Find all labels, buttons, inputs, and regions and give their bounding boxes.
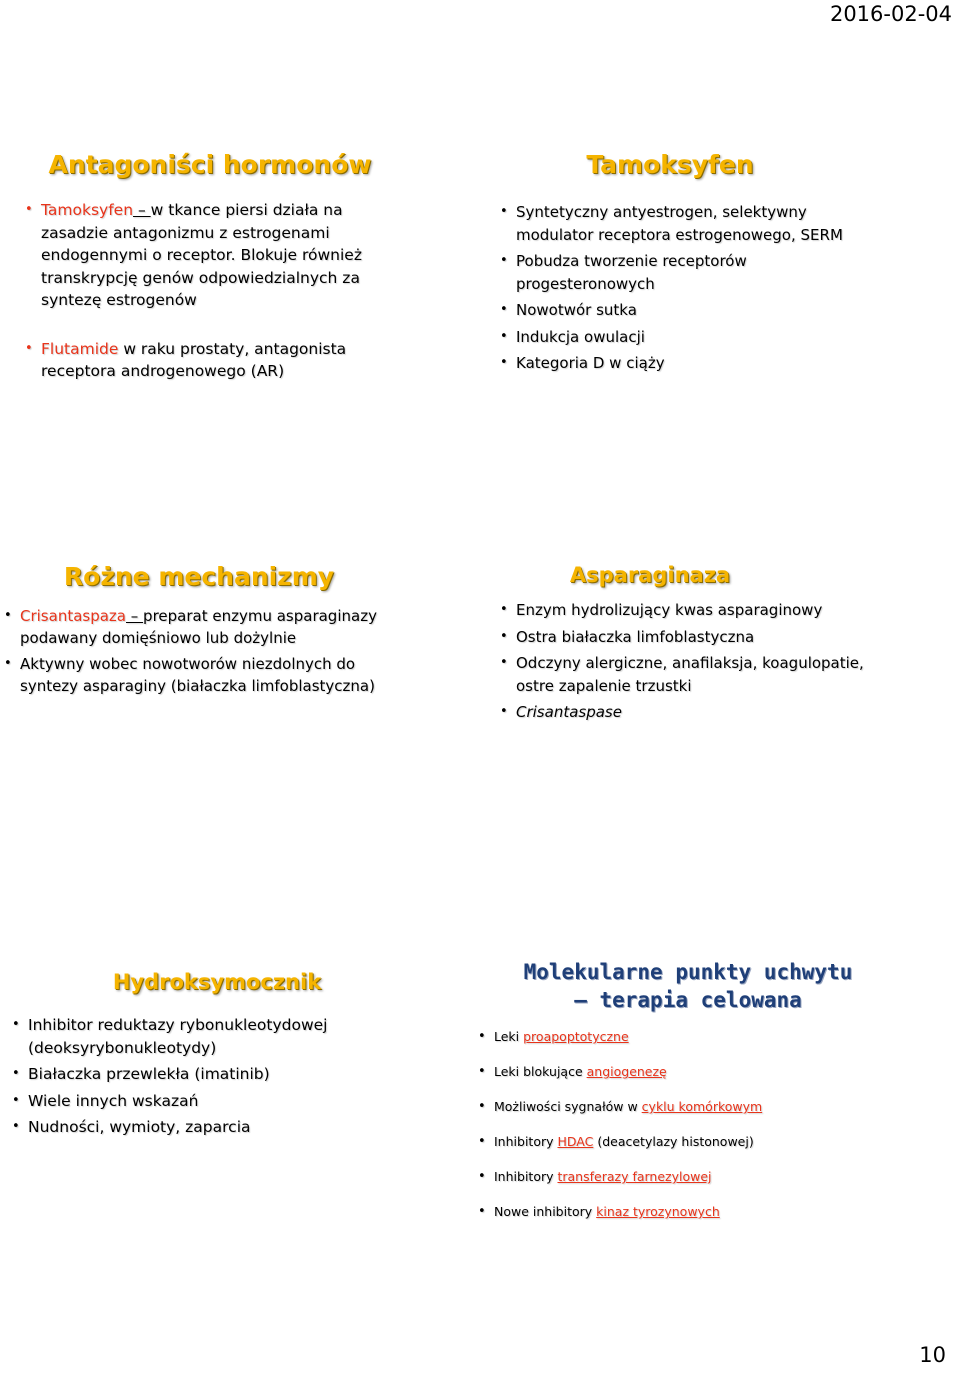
page-number: 10	[919, 1343, 946, 1367]
bullet-icon: •	[478, 1064, 486, 1079]
item-text: Leki blokujące	[494, 1064, 587, 1079]
item-text: Możliwości sygnałów w	[494, 1099, 642, 1114]
title-line-1: Molekularne punkty uchwytu	[523, 960, 853, 984]
bullet-icon: •	[478, 1029, 486, 1044]
item-text: Odczyny alergiczne, anafilaksja, koagulopatie, ostre zapalenie trzustki	[516, 654, 864, 695]
item-text: Nudności, wymioty, zaparcia	[28, 1118, 251, 1136]
slide-title: Asparaginaza	[569, 563, 731, 587]
slide-title: Hydroksymocznik	[112, 970, 322, 994]
bullet-icon: •	[25, 340, 33, 356]
item-text: w tkance piersi działa na zasadzie antagonizmu z estrogenami endogennymi o receptor. Blokuje również transkrypcję genów odpowiedzialnych za syntezę estrogenów	[41, 201, 362, 309]
bullet-icon: •	[4, 608, 12, 623]
list-item	[25, 199, 385, 312]
list-item	[500, 599, 880, 622]
list-item	[25, 338, 385, 383]
item-text: (deacetylazy histonowej)	[593, 1134, 754, 1149]
item-text: Białaczka przewlekła (imatinib)	[28, 1065, 270, 1083]
link-kinazy[interactable]: kinaz tyrozynowych	[596, 1204, 720, 1219]
item-text: Leki	[494, 1029, 524, 1044]
term-crisantaspaza: Crisantaspaza	[20, 607, 126, 625]
list-item	[500, 201, 870, 246]
bullet-icon: •	[500, 302, 508, 317]
list-item	[12, 1090, 392, 1113]
list-item	[478, 1133, 898, 1151]
item-text: Inhibitor reduktazy rybonukleotydowej (deoksyrybonukleotydy)	[28, 1016, 328, 1057]
bullet-icon: •	[12, 1066, 20, 1081]
list-item	[500, 652, 880, 697]
bullet-icon: •	[478, 1134, 486, 1149]
item-text: Syntetyczny antyestrogen, selektywny modulator receptora estrogenowego, SERM	[516, 203, 843, 244]
slide-antagonisci	[25, 150, 385, 383]
item-text: Inhibitory	[494, 1134, 558, 1149]
dash: –	[133, 201, 151, 219]
title-line-2: – terapia celowana	[574, 988, 802, 1012]
slide-hydroksymocznik	[12, 970, 392, 1139]
bullet-icon: •	[25, 202, 33, 217]
bullet-icon: •	[500, 328, 508, 344]
item-text: Pobudza tworzenie receptorów progesteronowych	[516, 252, 747, 293]
item-text: Wiele innych wskazań	[28, 1091, 199, 1110]
list-item	[478, 1203, 898, 1221]
item-text: preparat enzymu asparaginazy podawany domięśniowo lub dożylnie	[20, 607, 377, 647]
list-item	[478, 1063, 898, 1081]
list-item	[500, 299, 870, 322]
slide-title: Tamoksyfen	[586, 150, 754, 179]
slide-tamoksyfen	[500, 150, 870, 375]
bullet-icon: •	[500, 628, 508, 644]
list-item	[500, 352, 870, 375]
link-angiogeneza[interactable]: angiogenezę	[586, 1064, 667, 1079]
bullet-icon: •	[12, 1092, 20, 1108]
list-item	[12, 1014, 392, 1059]
list-item	[4, 605, 404, 649]
bullet-icon: •	[500, 704, 508, 719]
item-text: Ostra białaczka limfoblastyczna	[516, 627, 755, 646]
bullet-icon: •	[12, 1017, 20, 1032]
bullet-icon: •	[500, 655, 508, 670]
list-item	[500, 250, 870, 295]
bullet-icon: •	[4, 656, 12, 671]
bullet-icon: •	[478, 1204, 486, 1219]
term-flutamide: Flutamide	[41, 339, 119, 358]
item-text: Nowotwór sutka	[516, 301, 637, 319]
link-hdac[interactable]: HDAC	[557, 1134, 594, 1149]
list-item	[12, 1063, 392, 1086]
list-item	[500, 626, 880, 649]
list-item	[4, 653, 404, 697]
bullet-icon: •	[500, 602, 508, 617]
term-tamoksyfen: Tamoksyfen	[41, 201, 134, 219]
item-text: Crisantaspase	[516, 703, 622, 721]
bullet-icon: •	[478, 1099, 486, 1114]
link-proapoptotyczne[interactable]: proapoptotyczne	[523, 1029, 629, 1044]
link-cykl-komorkowy[interactable]: cyklu komórkowym	[641, 1099, 763, 1114]
page-date: 2016-02-04	[829, 2, 952, 26]
list-item	[478, 1168, 898, 1186]
item-text: Kategoria D w ciąży	[516, 354, 665, 372]
slide-title: Różne mechanizmy	[63, 562, 335, 591]
item-text: Enzym hydrolizujący kwas asparaginowy	[516, 601, 823, 619]
item-text: Aktywny wobec nowotworów niezdolnych do syntezy asparaginy (białaczka limfoblastyczna)	[20, 655, 375, 695]
list-item	[500, 701, 880, 724]
item-text: w raku prostaty, antagonista receptora androgenowego (AR)	[41, 339, 347, 380]
bullet-icon: •	[500, 253, 508, 268]
bullet-icon: •	[500, 204, 508, 219]
list-item	[478, 1098, 898, 1116]
link-transferazy[interactable]: transferazy farnezylowej	[557, 1169, 712, 1184]
slide-asparaginaza	[500, 563, 880, 724]
slide-title	[478, 958, 898, 1014]
list-item	[500, 326, 870, 349]
bullet-icon: •	[500, 355, 508, 370]
bullet-icon: •	[12, 1119, 20, 1134]
slide-molekularne	[478, 958, 898, 1221]
slide-rozne-mechanizmy	[4, 562, 404, 697]
bullet-icon: •	[478, 1169, 486, 1184]
dash: –	[126, 607, 144, 625]
list-item	[12, 1116, 392, 1139]
item-text: Nowe inhibitory	[494, 1204, 597, 1219]
item-text: Inhibitory	[494, 1169, 558, 1184]
list-item	[478, 1028, 898, 1046]
slide-title: Antagoniści hormonów	[48, 150, 372, 179]
item-text: Indukcja owulacji	[516, 327, 645, 346]
